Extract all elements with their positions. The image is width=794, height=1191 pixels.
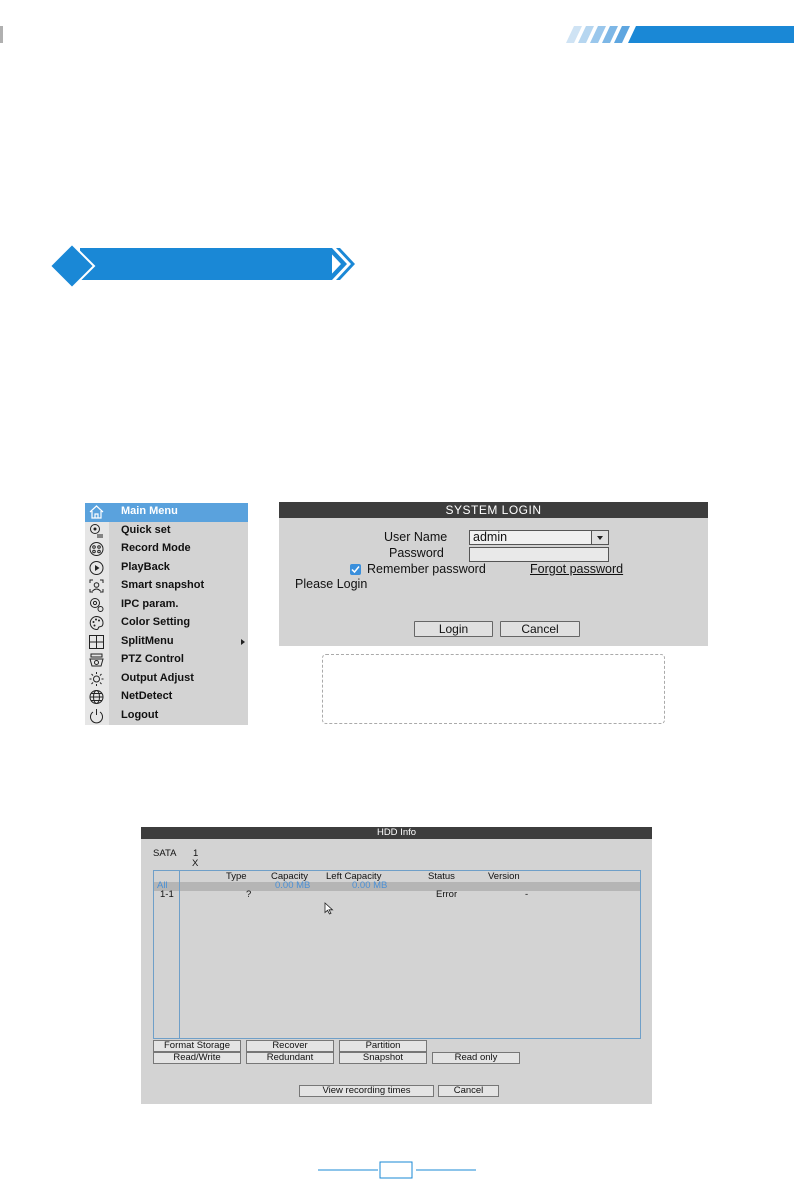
login-button[interactable]: Login: [414, 621, 493, 637]
read-only-button[interactable]: Read only: [432, 1052, 520, 1064]
dropdown-button[interactable]: [591, 531, 608, 544]
cancel-button[interactable]: Cancel: [500, 621, 580, 637]
menu-item-color-setting[interactable]: [85, 614, 248, 633]
remember-checkbox[interactable]: [350, 564, 361, 575]
page-number-decoration: [318, 1161, 476, 1179]
menu-item-net-detect[interactable]: [85, 688, 248, 707]
recover-button[interactable]: Recover: [246, 1040, 334, 1052]
column-header-status: Status: [428, 871, 455, 882]
menu-item-label: Output Adjust: [121, 671, 194, 684]
sata-label: SATA: [153, 848, 177, 859]
snapshot-icon: [88, 578, 105, 594]
menu-item-label: IPC param.: [121, 597, 179, 610]
dialog-title: SYSTEM LOGIN: [279, 502, 708, 518]
menu-item-label: Main Menu: [121, 505, 178, 517]
row-1-status: Error: [436, 889, 458, 900]
menu-item-logout[interactable]: [85, 707, 248, 726]
context-menu: [85, 503, 248, 725]
menu-item-split-menu[interactable]: [85, 633, 248, 652]
column-header-type: Type: [226, 871, 247, 882]
brightness-icon: [88, 671, 105, 687]
menu-item-output-adjust[interactable]: [85, 670, 248, 689]
quick-set-icon: [88, 523, 105, 539]
header-stripes-decoration: [566, 26, 794, 43]
username-value: admin: [473, 530, 508, 544]
menu-item-playback[interactable]: [85, 559, 248, 578]
remember-password-label: Remember password: [367, 562, 486, 576]
split-grid-icon: [88, 634, 105, 650]
globe-icon: [88, 689, 105, 705]
record-mode-icon: [88, 541, 105, 557]
password-label: Password: [389, 546, 444, 560]
menu-item-label: NetDetect: [121, 690, 173, 702]
home-icon: [88, 504, 105, 520]
hdd-table: [153, 870, 641, 1039]
menu-item-ipc-param[interactable]: [85, 596, 248, 615]
menu-item-label: Quick set: [121, 523, 171, 536]
format-storage-button[interactable]: Format Storage: [153, 1040, 241, 1052]
menu-item-label: Record Mode: [121, 542, 191, 554]
row-1-type: ?: [246, 889, 252, 900]
menu-item-label: Color Setting: [121, 616, 191, 628]
menu-item-main-menu[interactable]: [85, 503, 248, 522]
row-all-name: All: [157, 880, 168, 891]
sata-status-mark: X: [192, 858, 199, 869]
menu-item-label: Smart snapshot: [121, 579, 205, 591]
row-all-capacity: 0.00 MB: [275, 880, 311, 891]
partition-button[interactable]: Partition: [339, 1040, 427, 1052]
chevron-down-icon: [597, 536, 603, 540]
row-all-left-capacity: 0.00 MB: [352, 880, 388, 891]
submenu-arrow-icon: [241, 639, 245, 645]
row-1-version: -: [525, 889, 529, 900]
power-icon: [88, 708, 105, 724]
menu-item-smart-snapshot[interactable]: [85, 577, 248, 596]
hdd-info-dialog: [141, 827, 652, 1104]
column-header-left-capacity: Left Capacity: [326, 871, 382, 882]
menu-item-label: PTZ Control: [121, 653, 184, 665]
table-column-divider: [179, 871, 180, 1038]
menu-item-record-mode[interactable]: [85, 540, 248, 559]
row-1-name: 1-1: [160, 889, 174, 900]
ptz-icon: [88, 652, 105, 668]
menu-item-label: Logout: [121, 708, 159, 721]
table-row-selected[interactable]: [154, 882, 640, 891]
section-banner: [50, 244, 362, 288]
menu-item-label: PlayBack: [121, 560, 170, 573]
read-write-button[interactable]: Read/Write: [153, 1052, 241, 1064]
caption-placeholder-box: [322, 654, 665, 724]
dialog-title: HDD Info: [141, 827, 652, 839]
menu-item-quick-set[interactable]: [85, 522, 248, 541]
login-status-text: Please Login: [295, 577, 368, 591]
menu-item-label: SplitMenu: [121, 634, 174, 647]
snapshot-button[interactable]: Snapshot: [339, 1052, 427, 1064]
forgot-password-link[interactable]: Forgot password: [530, 562, 624, 576]
menu-item-ptz-control[interactable]: [85, 651, 248, 670]
play-icon: [88, 560, 105, 576]
redundant-button[interactable]: Redundant: [246, 1052, 334, 1064]
mouse-cursor-icon: [324, 902, 334, 915]
column-header-version: Version: [488, 871, 520, 882]
sata-number: 1: [193, 848, 199, 859]
palette-icon: [88, 615, 105, 631]
username-label: User Name: [384, 530, 448, 544]
ipc-camera-icon: [88, 597, 105, 613]
username-select[interactable]: [469, 530, 609, 545]
system-login-dialog: [279, 502, 708, 646]
header-edge-mark: [0, 26, 3, 43]
view-recording-times-button[interactable]: View recording times: [299, 1085, 434, 1097]
checkmark-icon: [351, 565, 360, 574]
cancel-button[interactable]: Cancel: [438, 1085, 499, 1097]
password-field[interactable]: [469, 547, 609, 562]
column-header-capacity: Capacity: [271, 871, 308, 882]
